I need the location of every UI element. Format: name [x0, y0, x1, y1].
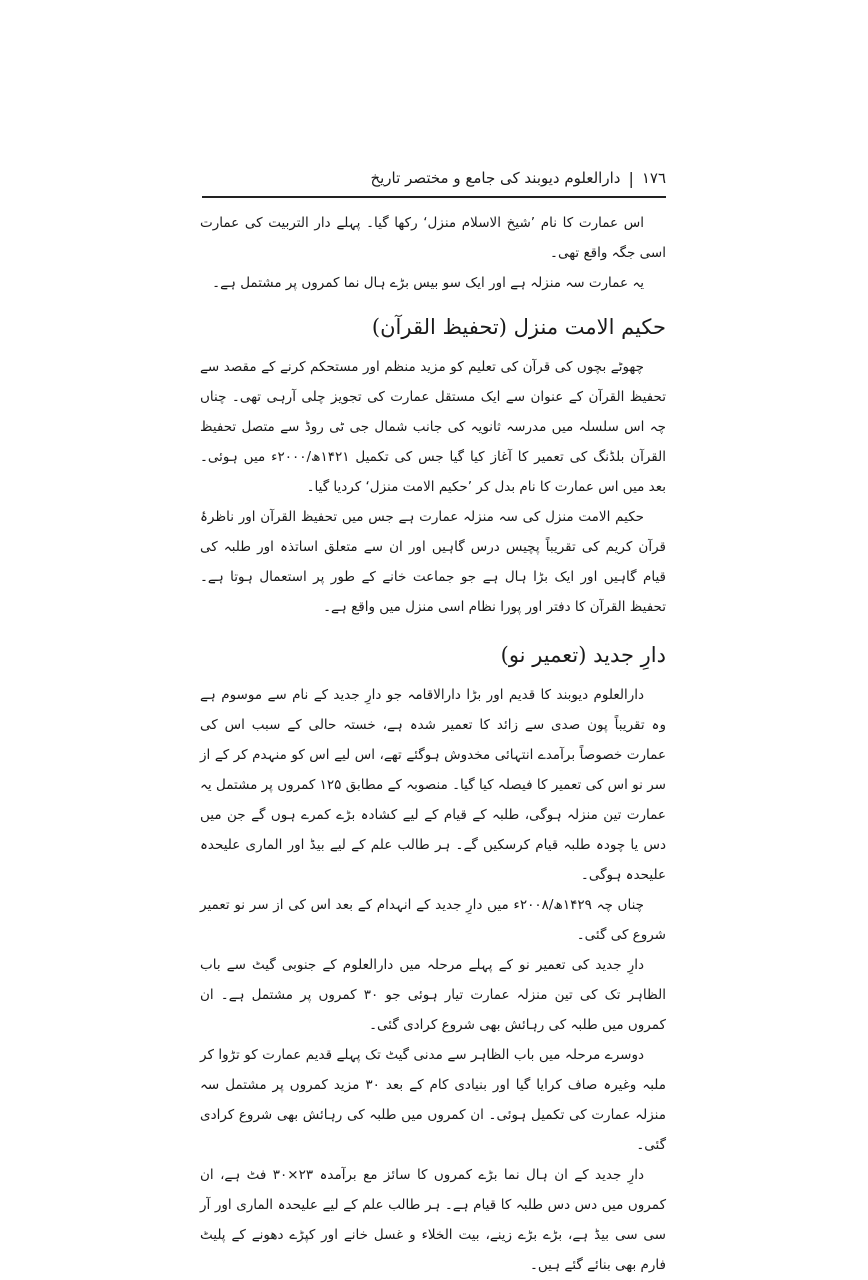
- section2-paragraph-4: دوسرے مرحلہ میں باب الظاہر سے مدنی گیٹ تک پہلے قدیم عمارت کو تڑوا کر ملبہ وغیرہ صاف کرایا گیا اور بنیادی کام کے بعد ۳۰ مزید کمروں پر مشتمل سہ منزلہ عمارت کی تکمیل ہوئی۔ ان کمروں میں طلبہ کی رہائش بھی شروع کرادی گئی۔: [200, 1047, 666, 1153]
- section1-paragraph-2: حکیم الامت منزل کی سہ منزلہ عمارت ہے جس میں تحفیظ القرآن اور ناظرۂ قرآن کریم کی تقریباً پچیس درس گاہیں اور ان سے متعلق اساتذہ اور طلبہ کی قیام گاہیں اور ایک بڑا ہال ہے جو جماعت خانے کے طور پر استعمال ہوتا ہے۔ تحفیظ القرآن کا دفتر اور پورا نظام اسی منزل میں واقع ہے۔: [200, 509, 666, 615]
- section1-paragraph-1: چھوٹے بچوں کی قرآن کی تعلیم کو مزید منظم اور مستحکم کرنے کے مقصد سے تحفیظ القرآن کے عنوان سے ایک مستقل عمارت کی تجویز چلی آرہی تھی۔ چناں چہ اس سلسلہ میں مدرسہ ثانویہ کی جانب شمال جی ٹی روڈ سے متصل تحفیظ القرآن بلڈنگ کی تعمیر کا آغاز کیا گیا جس کی تکمیل ۱۴۲۱ھ/۲۰۰۰ء میں ہوئی۔ بعد میں اس عمارت کا نام بدل کر ’حکیم الامت منزل‘ کردیا گیا۔: [200, 359, 666, 495]
- page-body: [200, 208, 666, 1280]
- section2-paragraph-5: دارِ جدید کے ان ہال نما بڑے کمروں کا سائز مع برآمدہ ۲۳×۳۰ فٹ ہے، ان کمروں میں دس دس طلبہ کا قیام ہے۔ ہر طالب علم کے لیے علیحدہ الماری اور آر سی سی بیڈ ہے، بڑے بڑے زینے، بیت الخلاء و غسل خانے اور کپڑے دھونے کے پلیٹ فارم بھی بنائے گئے ہیں۔: [200, 1167, 666, 1273]
- header-separator: |: [628, 168, 634, 188]
- section-heading-dar-e-jadeed: دارِ جدید (تعمیر نو): [500, 643, 666, 667]
- intro-line-2: یہ عمارت سہ منزلہ ہے اور ایک سو بیس بڑے ہال نما کمروں پر مشتمل ہے۔: [212, 275, 644, 291]
- section2-paragraph-3: دارِ جدید کی تعمیر نو کے پہلے مرحلہ میں دارالعلوم کے جنوبی گیٹ سے باب الظاہر تک کی تین منزلہ عمارت تیار ہوئی جو ۳۰ کمروں پر مشتمل ہے۔ ان کمروں میں طلبہ کی رہائش بھی شروع کرادی گئی۔: [200, 957, 666, 1033]
- page-number: ١٧٦: [641, 169, 666, 187]
- section2-paragraph-2: چناں چہ ۱۴۲۹ھ/۲۰۰۸ء میں دارِ جدید کے انہدام کے بعد اس کی از سر نو تعمیر شروع کی گئی۔: [200, 897, 666, 943]
- section-heading-hakeem-ul-ummat: حکیم الامت منزل (تحفیظ القرآن): [371, 315, 666, 339]
- intro-line-1: اس عمارت کا نام ’شیخ الاسلام منزل‘ رکھا گیا۔ پہلے دار التربیت کی عمارت اسی جگہ واقع تھی۔: [200, 215, 666, 261]
- section2-paragraph-1: دارالعلوم دیوبند کا قدیم اور بڑا دارالاقامہ جو دارِ جدید کے نام سے موسوم ہے وہ تقریباً پون صدی سے زائد کا تعمیر شدہ ہے، خستہ حالی کے سبب اس کی عمارت خصوصاً برآمدے انتہائی مخدوش ہوگئے تھے، اس لیے اس کو منہدم کر کے از سر نو اس کی تعمیر کا فیصلہ کیا گیا۔ منصوبہ کے مطابق ۱۲۵ کمروں پر مشتمل یہ عمارت تین منزلہ ہوگی، طلبہ کے قیام کے لیے کشادہ بڑے کمرے ہوں گے جن میں دس یا چودہ طلبہ قیام کرسکیں گے۔ ہر طالب علم کے لیے بیڈ اور الماری علیحدہ علیحدہ ہوگی۔: [200, 687, 666, 883]
- running-header: [202, 160, 666, 198]
- running-title: دارالعلوم دیوبند کی جامع و مختصر تاریخ: [370, 169, 621, 187]
